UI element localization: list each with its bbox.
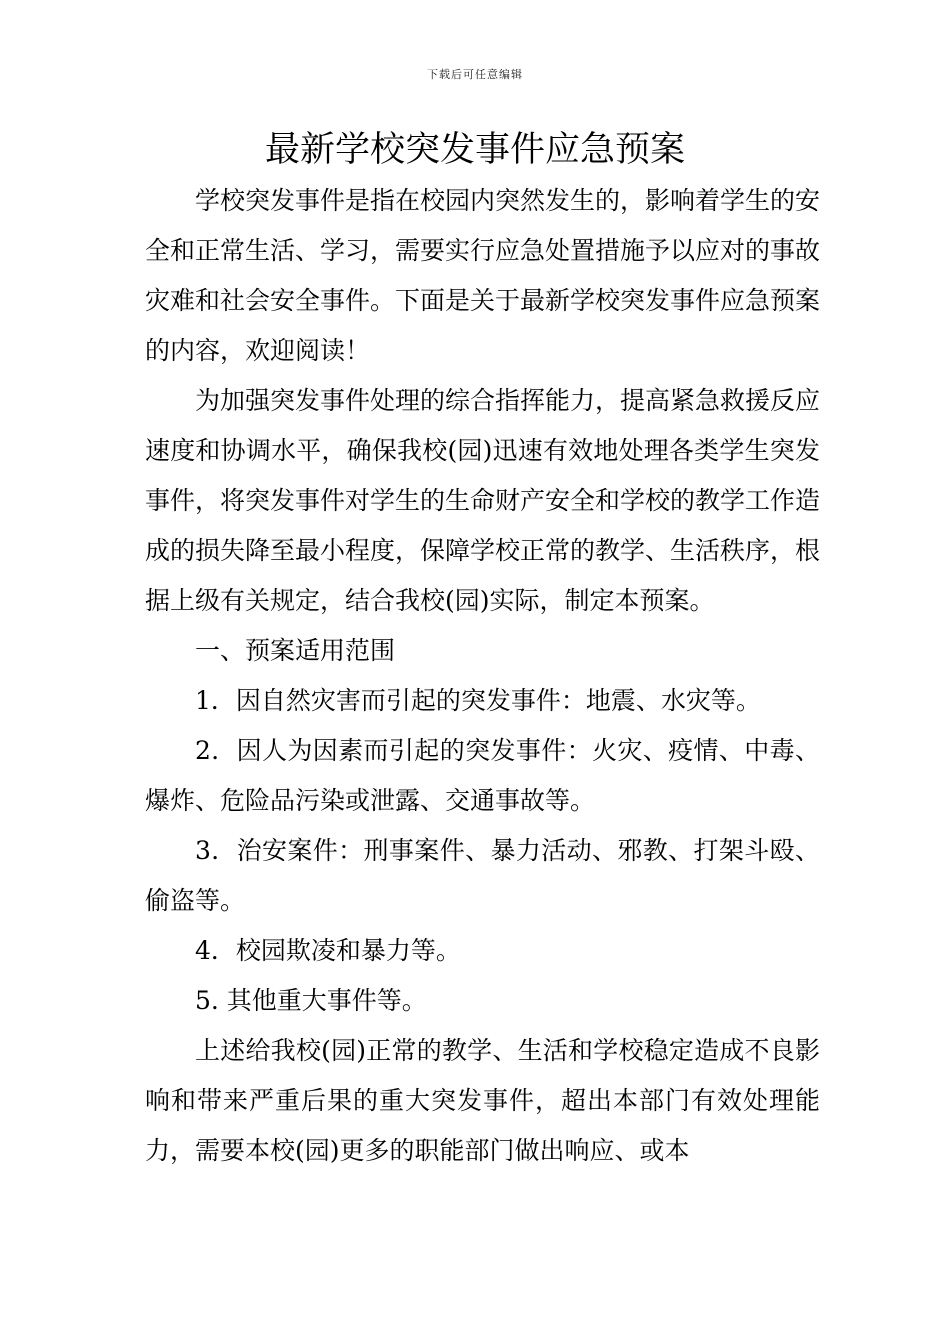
list-item-bullying: 4．校园欺凌和暴力等。 [195, 936, 461, 965]
list-item-other: 5. 其他重大事件等。 [195, 986, 427, 1015]
section-heading-scope: 一、预案适用范围 [195, 636, 396, 665]
header-note: 下载后可任意编辑 [427, 68, 523, 81]
list-item-human-factor: 2．因人为因素而引起的突发事件：火灾、疫情、中毒、爆炸、危险品污染或泄露、交通事故等。 [145, 736, 820, 815]
paragraph-purpose: 为加强突发事件处理的综合指挥能力，提高紧急救援反应速度和协调水平，确保我校(园)迅速有效地处理各类学生突发事件，将突发事件对学生的生命财产安全和学校的教学工作造成的损失降至最小程度，保障学校正常的教学、生活秩序，根据上级有关规定，结合我校(园)实际，制定本预案。 [145, 386, 821, 615]
document-title: 最新学校突发事件应急预案 [264, 130, 685, 170]
list-item-natural-disaster: 1．因自然灾害而引起的突发事件：地震、水灾等。 [195, 686, 761, 715]
list-item-security-case: 3．治安案件：刑事案件、暴力活动、邪教、打架斗殴、偷盗等。 [145, 836, 820, 915]
paragraph-scope-summary: 上述给我校(园)正常的教学、生活和学校稳定造成不良影响和带来严重后果的重大突发事件，超出本部门有效处理能力，需要本校(园)更多的职能部门做出响应、或本 [145, 1036, 820, 1165]
paragraph-intro: 学校突发事件是指在校园内突然发生的，影响着学生的安全和正常生活、学习，需要实行应急处置措施予以应对的事故灾难和社会安全事件。下面是关于最新学校突发事件应急预案的内容，欢迎阅读！ [145, 186, 821, 365]
document-body [145, 176, 820, 1176]
